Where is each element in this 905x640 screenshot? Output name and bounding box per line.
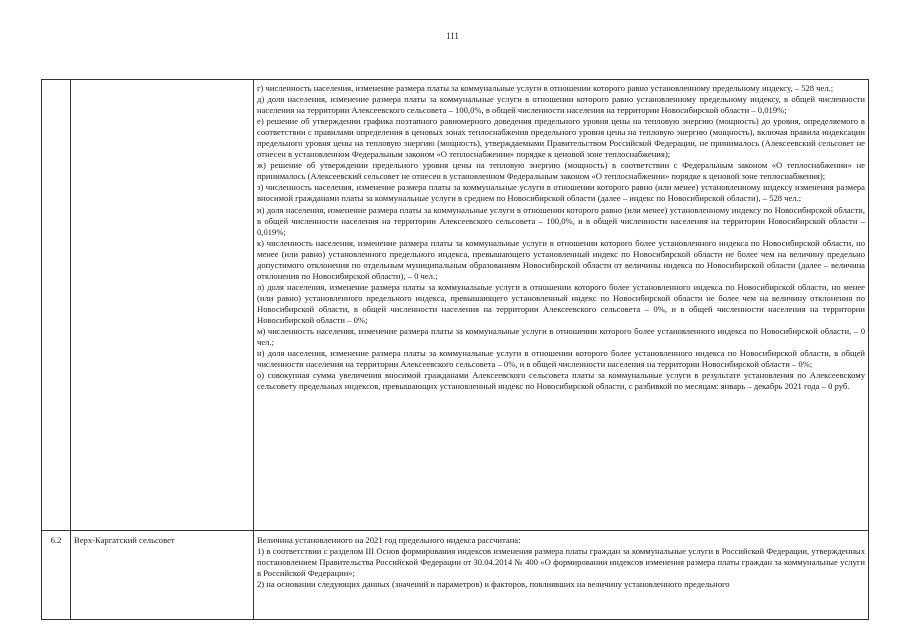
page-number: 111: [446, 31, 459, 41]
paragraph: 2) на основании следующих данных (значений и параметров) и факторов, повлиявших на величину установленного предельного: [257, 579, 730, 590]
paragraph: л) доля населения, изменение размера платы за коммунальные услуги в отношении которого более установленного индекса по Новосибирской области, но менее (или равно) установленного предельного индекса, превышающего установленный индекс по Новосибирской области не более чем на величину отклонения по Новосибирской области, в общей численности населения на территории Алексеевского сельсовета – 0%, и в общей численности населения на территории Новосибирской области – 0%;: [257, 281, 865, 325]
municipality-name: Верх-Каргатский сельсовет: [71, 531, 254, 620]
paragraph: м) численность населения, изменение размера платы за коммунальные услуги в отношении которого более установленного индекса по Новосибирской области, – 0 чел.;: [257, 326, 865, 348]
municipality-name: [71, 80, 254, 531]
paragraph: з) численность населения, изменение размера платы за коммунальные услуги в отношении которого равно (или менее) установленному индексу изменения размера вносимой гражданами платы за коммунальные услуги в среднем по Новосибирской области (далее – индекс по Новосибирской области), – 528 чел.;: [257, 182, 865, 204]
row-number: 6.2: [42, 531, 71, 620]
paragraph: ж) решение об утверждении предельного уровня цены на тепловую энергию (мощность) в соответствии с Федеральным законом «О теплоснабжении» не принималось (Алексеевский сельсовет не отнесен в установленном Федеральным законом «О теплоснабжении» порядке к ценовой зоне теплоснабжения);: [257, 160, 865, 182]
paragraph: н) доля населения, изменение размера платы за коммунальные услуги в отношении которого более установленного индекса по Новосибирской области, в общей численности населения на территории Алексеевского сельсовета – 0%, и в общей численности населения на территории Новосибирской области – 0%;: [257, 348, 865, 370]
row-number: [42, 80, 71, 531]
row-text: [254, 80, 869, 531]
row-text: [254, 531, 869, 620]
paragraph: к) численность населения, изменение размера платы за коммунальные услуги в отношении которого более установленного индекса по Новосибирской области, но менее (или равно) установленного предельного индекса, превышающего установленный индекс по Новосибирской области не более чем на величину предельно допустимого отклонения по отдельным муниципальным образованиям Новосибирской области от величины индекса по Новосибирской области (далее – величина отклонения по Новосибирской области), – 0 чел.;: [257, 237, 865, 281]
paragraph: о) совокупная сумма увеличения вносимой гражданами Алексеевского сельсовета платы за коммунальные услуги в результате установления по Алексеевскому сельсовету предельных индексов, превышающих установленный индекс по Новосибирской области, с разбивкой по месяцам: январь – декабрь 2021 года – 0 руб.: [257, 370, 865, 392]
table-row: [42, 80, 869, 531]
paragraph: 1) в соответствии с разделом III Основ формирования индексов изменения размера платы граждан за коммунальные услуги в Российской Федерации, утвержденных постановлением Правительства Российской Федерации от 30.04.2014 № 400 «О формировании индексов изменения размера платы граждан за коммунальные услуги в Российской Федерации»;: [257, 546, 865, 579]
paragraph: и) доля населения, изменение размера платы за коммунальные услуги в отношении которого равно (или менее) установленному индексу по Новосибирской области, в общей численности населения на территории Алексеевского сельсовета – 100,0%, и в общей численности населения на территории Новосибирской области – 0,019%;: [257, 204, 865, 237]
paragraph: д) доля населения, изменение размера платы за коммунальные услуги в отношении которого равно установленному предельному индексу, в общей численности населения на территории Алексеевского сельсовета – 100,0%, в общей численности населения на территории Новосибирской области – 0,019%;: [257, 94, 865, 116]
document-table: [41, 79, 869, 620]
paragraph: г) численность населения, изменение размера платы за коммунальные услуги в отношении которого равно установленному предельному индексу, – 528 чел.;: [257, 83, 834, 93]
table-row: [42, 531, 869, 620]
paragraph: е) решение об утверждении графика поэтапного равномерного доведения предельного уровня цены на тепловую энергию (мощность) до уровня, определяемого в соответствии с правилами определения в ценовых зонах теплоснабжения предельного уровня цены на тепловую энергию (мощность), включая правила индексации предельного уровня цены на тепловую энергию (мощность), утверждаемыми Правительством Российской Федерации, не принималось (Алексеевский сельсовет не отнесен в установленном Федеральным законом «О теплоснабжении» порядке к ценовой зоне теплоснабжения);: [257, 116, 865, 160]
paragraph: Величина установленного на 2021 год предельного индекса рассчитана:: [257, 535, 521, 545]
